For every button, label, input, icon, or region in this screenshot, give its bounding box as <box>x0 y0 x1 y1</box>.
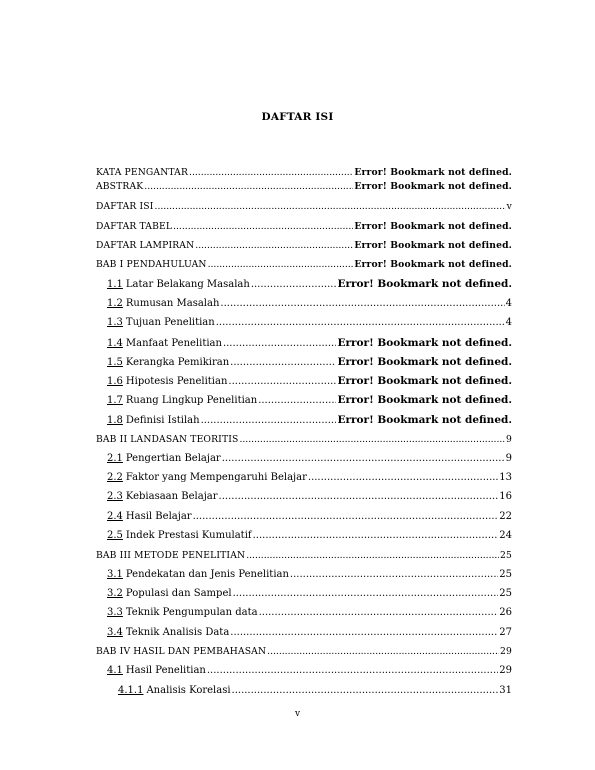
bookmark-error-text: Error! Bookmark not defined. <box>337 375 512 387</box>
toc-entry[interactable] <box>107 588 512 599</box>
toc-entry[interactable] <box>96 181 512 192</box>
toc-entry[interactable] <box>96 646 512 657</box>
toc-page-number: v <box>506 201 512 212</box>
dot-leader <box>259 607 499 618</box>
toc-entry-number: 4.1 <box>107 665 123 676</box>
toc-entry-title: Pengertian Belajar <box>125 453 221 464</box>
toc-entry-number: 1.8 <box>107 415 123 426</box>
toc-entry-title: Kebiasaan Belajar <box>125 491 218 502</box>
toc-entry-title: DAFTAR ISI <box>96 201 154 212</box>
toc-entry[interactable] <box>107 530 512 541</box>
toc-entry[interactable] <box>107 511 512 522</box>
toc-page-number: 13 <box>499 472 512 483</box>
toc-entry[interactable] <box>107 375 512 387</box>
toc-entry[interactable] <box>107 278 512 290</box>
bookmark-error-text: Error! Bookmark not defined. <box>354 259 512 270</box>
toc-entry[interactable] <box>107 491 512 502</box>
toc-entry-title: Definisi Istilah <box>125 415 200 426</box>
toc-entry-number: 2.3 <box>107 491 123 502</box>
toc-entry-title: Teknik Pengumpulan data <box>125 607 258 618</box>
toc-page-number: 26 <box>499 607 512 618</box>
dot-leader <box>253 530 499 541</box>
toc-entry-title: BAB III METODE PENELITIAN <box>96 550 246 561</box>
toc-entry[interactable] <box>96 201 512 212</box>
dot-leader <box>216 317 505 328</box>
dot-leader <box>233 588 499 599</box>
toc-entry[interactable] <box>96 550 512 561</box>
dot-leader <box>230 627 498 638</box>
toc-entry-title: Ruang Lingkup Penelitian <box>125 395 258 406</box>
toc-entry[interactable] <box>107 569 512 580</box>
dot-leader <box>230 357 336 368</box>
toc-entry-title: BAB IV HASIL DAN PEMBAHASAN <box>96 646 267 657</box>
toc-entry-title: Pendekatan dan Jenis Penelitian <box>125 569 289 580</box>
dot-leader <box>222 453 505 464</box>
dot-leader <box>155 201 506 212</box>
dot-leader <box>193 511 499 522</box>
toc-entry-title: Analisis Korelasi <box>146 685 231 696</box>
dot-leader <box>239 434 505 445</box>
toc-page-number: 29 <box>499 665 512 676</box>
bookmark-error-text: Error! Bookmark not defined. <box>337 356 512 368</box>
dot-leader <box>232 685 499 696</box>
toc-entry-title: Indek Prestasi Kumulatif <box>125 530 252 541</box>
toc-entry[interactable] <box>107 414 512 426</box>
toc-entry-title: BAB I PENDAHULUAN <box>96 259 207 270</box>
dot-leader <box>208 259 354 270</box>
toc-entry-title: ABSTRAK <box>96 181 144 192</box>
toc-entry[interactable] <box>107 394 512 406</box>
toc-page-number: 4 <box>505 317 512 328</box>
toc-entry-title: Populasi dan Sampel <box>125 588 232 599</box>
toc-entry[interactable] <box>96 167 512 178</box>
toc-entry[interactable] <box>107 356 512 368</box>
toc-page-number: 25 <box>499 569 512 580</box>
dot-leader <box>223 338 337 349</box>
bookmark-error-text: Error! Bookmark not defined. <box>354 167 512 178</box>
bookmark-error-text: Error! Bookmark not defined. <box>354 240 512 251</box>
bookmark-error-text: Error! Bookmark not defined. <box>354 181 512 192</box>
toc-entry-number: 4.1.1 <box>118 685 144 696</box>
toc-entry-number: 1.2 <box>107 298 123 309</box>
dot-leader <box>195 240 353 251</box>
toc-entry[interactable] <box>96 434 512 445</box>
toc-entry[interactable] <box>107 607 512 618</box>
toc-entry-number: 3.4 <box>107 627 123 638</box>
toc-entry-number: 2.4 <box>107 511 123 522</box>
toc-entry-number: 1.6 <box>107 376 123 387</box>
toc-page-number: 24 <box>499 530 512 541</box>
dot-leader <box>201 415 337 426</box>
toc-entry[interactable] <box>118 685 512 696</box>
dot-leader <box>251 279 337 290</box>
toc-page-number: 25 <box>500 550 512 561</box>
toc-entry-title: DAFTAR LAMPIRAN <box>96 240 195 251</box>
toc-entry[interactable] <box>107 665 512 676</box>
toc-entry[interactable] <box>107 472 512 483</box>
toc-entry[interactable] <box>96 259 512 270</box>
dot-leader <box>144 181 353 192</box>
toc-entry-number: 2.1 <box>107 453 123 464</box>
toc-entry-title: Latar Belakang Masalah <box>125 279 250 290</box>
toc-entry-title: Hasil Penelitian <box>125 665 206 676</box>
toc-page-number: 9 <box>505 453 512 464</box>
bookmark-error-text: Error! Bookmark not defined. <box>354 221 512 232</box>
toc-entry[interactable] <box>107 298 512 309</box>
toc-entry-number: 3.3 <box>107 607 123 618</box>
toc-entry-number: 2.5 <box>107 530 123 541</box>
toc-page-number: 22 <box>499 511 512 522</box>
toc-entry-title: BAB II LANDASAN TEORITIS <box>96 434 239 445</box>
bookmark-error-text: Error! Bookmark not defined. <box>337 414 512 426</box>
toc-entry-number: 1.3 <box>107 317 123 328</box>
dot-leader <box>228 376 336 387</box>
toc-entry-title: DAFTAR TABEL <box>96 221 173 232</box>
toc-page-number: 29 <box>500 646 512 657</box>
toc-entry-number: 1.1 <box>107 279 123 290</box>
dot-leader <box>258 395 336 406</box>
toc-entry[interactable] <box>96 221 512 232</box>
dot-leader <box>267 646 499 657</box>
dot-leader <box>219 491 499 502</box>
toc-entry-title: Hipotesis Penelitian <box>125 376 228 387</box>
toc-entry-title: Rumusan Masalah <box>125 298 220 309</box>
toc-entry[interactable] <box>107 453 512 464</box>
toc-entry-number: 2.2 <box>107 472 123 483</box>
toc-entry-number: 3.1 <box>107 569 123 580</box>
dot-leader <box>220 298 504 309</box>
toc-entry-title: Kerangka Pemikiran <box>125 357 230 368</box>
dot-leader <box>290 569 498 580</box>
page-number: v <box>294 709 301 719</box>
dot-leader <box>308 472 498 483</box>
toc-entry[interactable] <box>96 240 512 251</box>
toc-page-number: 9 <box>506 434 512 445</box>
toc-entry-title: Tujuan Penelitian <box>125 317 215 328</box>
toc-entry[interactable] <box>107 337 512 349</box>
toc-entry-number: 1.4 <box>107 338 123 349</box>
toc-entry-title: Manfaat Penelitian <box>125 338 222 349</box>
toc-entry-number: 3.2 <box>107 588 123 599</box>
toc-page-number: 16 <box>499 491 512 502</box>
toc-entry[interactable] <box>107 317 512 328</box>
toc-entry-number: 1.5 <box>107 357 123 368</box>
toc-page-number: 31 <box>499 685 512 696</box>
bookmark-error-text: Error! Bookmark not defined. <box>337 278 512 290</box>
toc-entry-title: Teknik Analisis Data <box>125 627 230 638</box>
dot-leader <box>189 167 353 178</box>
toc-entry[interactable] <box>107 627 512 638</box>
bookmark-error-text: Error! Bookmark not defined. <box>337 394 512 406</box>
toc-entry-title: Hasil Belajar <box>125 511 192 522</box>
toc-entry-number: 1.7 <box>107 395 123 406</box>
bookmark-error-text: Error! Bookmark not defined. <box>337 337 512 349</box>
toc-entry-title: KATA PENGANTAR <box>96 167 189 178</box>
toc-page-number: 25 <box>499 588 512 599</box>
dot-leader <box>246 550 499 561</box>
toc-page-number: 27 <box>499 627 512 638</box>
toc-page-number: 4 <box>505 298 512 309</box>
dot-leader <box>173 221 353 232</box>
toc-entry-title: Faktor yang Mempengaruhi Belajar <box>125 472 307 483</box>
dot-leader <box>207 665 498 676</box>
page-title: DAFTAR ISI <box>261 111 334 123</box>
